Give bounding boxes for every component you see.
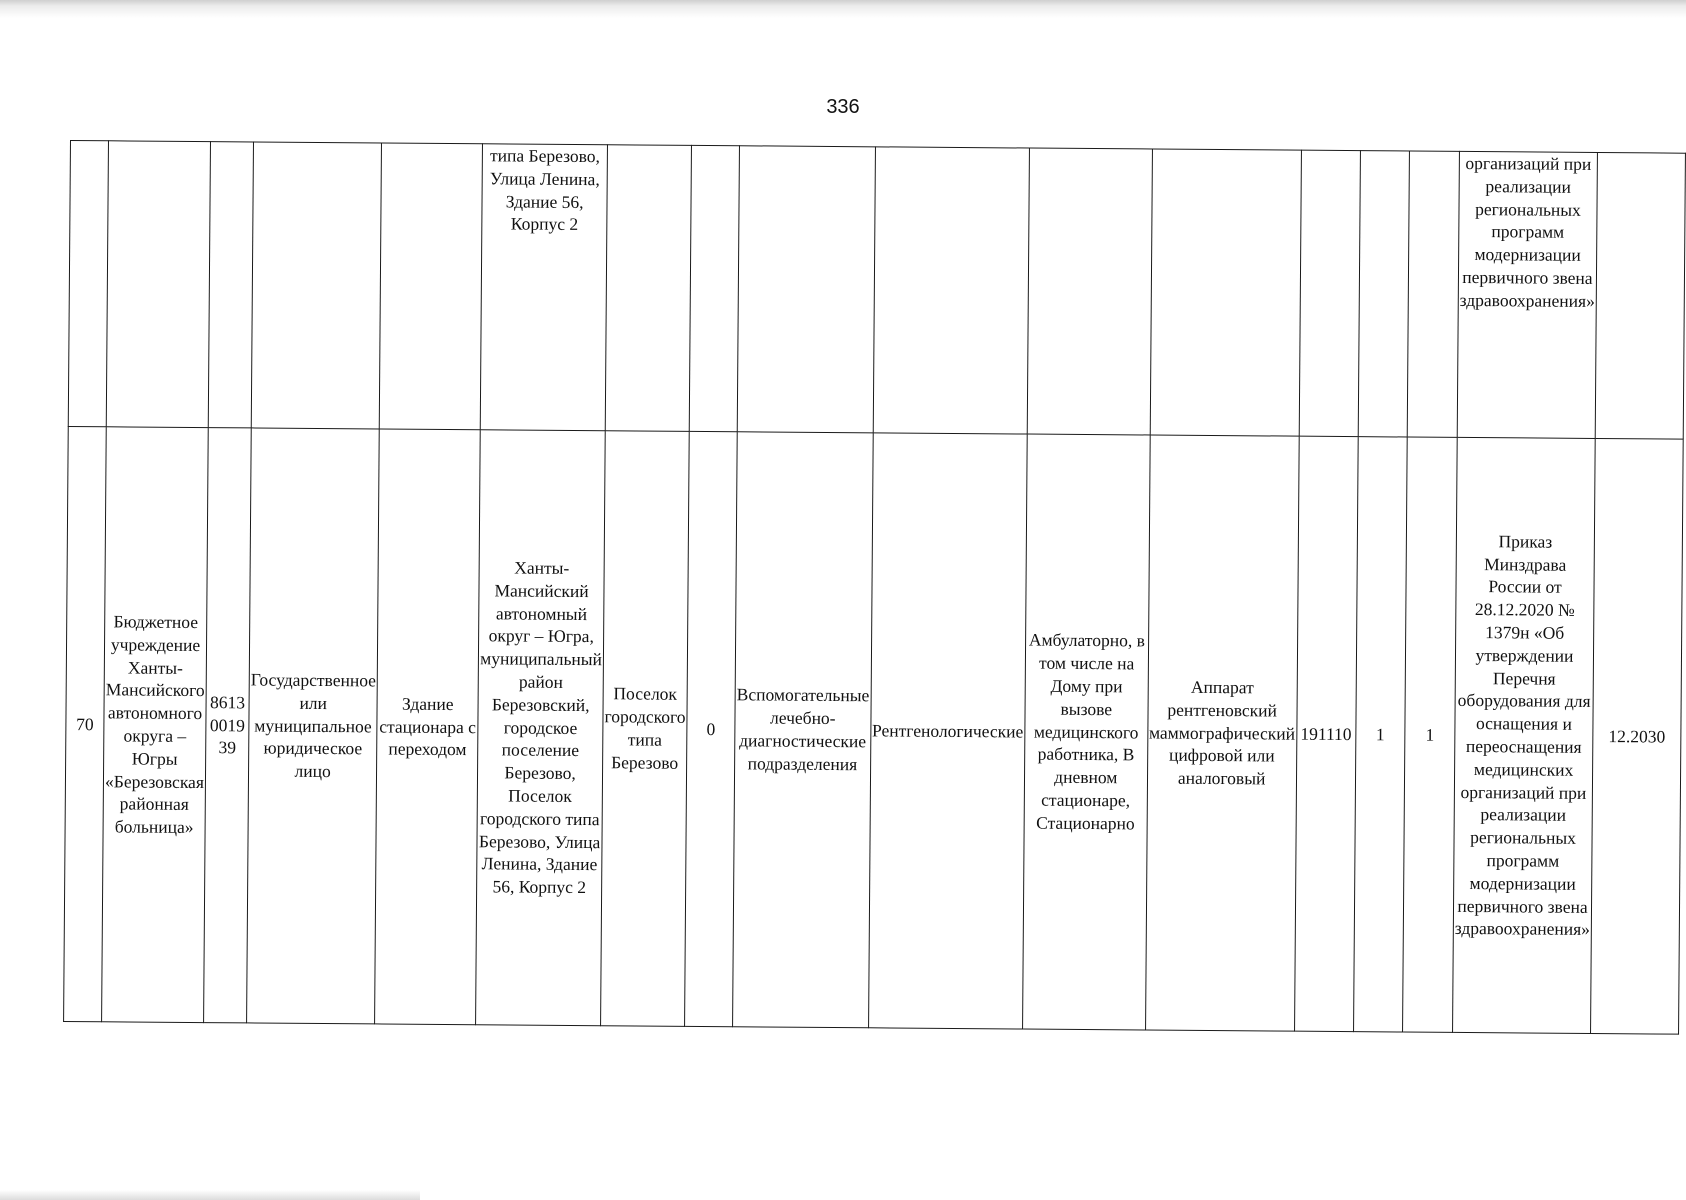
cell-empty [605, 145, 691, 432]
cell-empty [106, 141, 210, 428]
cell-basis-continued: организаций при реализации региональных программ модернизации первичного звена здравоохранения» [1457, 151, 1597, 438]
cell-address-continued: типа Березово, Улица Ленина, Здание 56, Корпус 2 [480, 144, 607, 431]
cell-date: 12.2030 [1591, 438, 1684, 1034]
cell-department: Рентгенологические [868, 433, 1027, 1029]
cell-empty [251, 142, 381, 429]
cell-empty [1150, 149, 1301, 436]
cell-zero-value: 0 [685, 431, 738, 1026]
page-number: 336 [826, 96, 860, 118]
equipment-table [63, 140, 1686, 1035]
cell-empty [737, 146, 875, 433]
cell-code: 191110 [1294, 436, 1358, 1031]
cell-building: Здание стационара с переходом [375, 429, 481, 1025]
cell-inn: 8613001939 [204, 428, 252, 1023]
cell-row-number: 70 [64, 426, 107, 1021]
cell-empty [689, 145, 739, 431]
cell-settlement: Поселок городского типа Березово [601, 431, 690, 1027]
cell-care-conditions: Амбулаторно, в том числе на Дому при вызове медицинского работника, В дневном стационаре, Стационарно [1023, 434, 1150, 1030]
cell-organization: Бюджетное учреждение Ханты-Мансийского автономного округа – Югры «Березовская районная больница» [102, 427, 208, 1023]
cell-equipment: Аппарат рентгеновский маммографический цифровой или аналоговый [1145, 435, 1299, 1031]
scan-edge-bottom [0, 1190, 420, 1200]
cell-qty-1: 1 [1353, 437, 1407, 1032]
continuation-row [68, 141, 1685, 440]
cell-address: Ханты-Мансийский автономный округ – Югра, муниципальный район Березовский, городское поселение Березово, Поселок городского типа Березово, Улица Ленина, Здание 56, Корпус 2 [476, 430, 605, 1026]
cell-empty [208, 142, 253, 428]
cell-empty [1027, 148, 1152, 435]
cell-unit: Вспомогательные лечебно-диагностические подразделения [733, 432, 873, 1028]
cell-empty [1595, 152, 1685, 439]
cell-empty [873, 147, 1030, 434]
cell-empty [68, 141, 108, 427]
cell-legal-form: Государственное или муниципальное юридическое лицо [247, 428, 380, 1024]
cell-empty [1358, 151, 1410, 437]
cell-empty [1407, 151, 1459, 437]
cell-empty [379, 143, 482, 430]
cell-empty [1299, 150, 1360, 436]
cell-qty-2: 1 [1403, 437, 1457, 1032]
table-row [64, 426, 1684, 1034]
scan-edge-top [0, 0, 1686, 18]
cell-basis: Приказ Минздрава России от 28.12.2020 № 1379н «Об утверждении Перечня оборудования для оснащения и переоснащения медицинских организаций при реализации региональных программ модернизации первичного звена здравоохранения» [1452, 437, 1595, 1033]
